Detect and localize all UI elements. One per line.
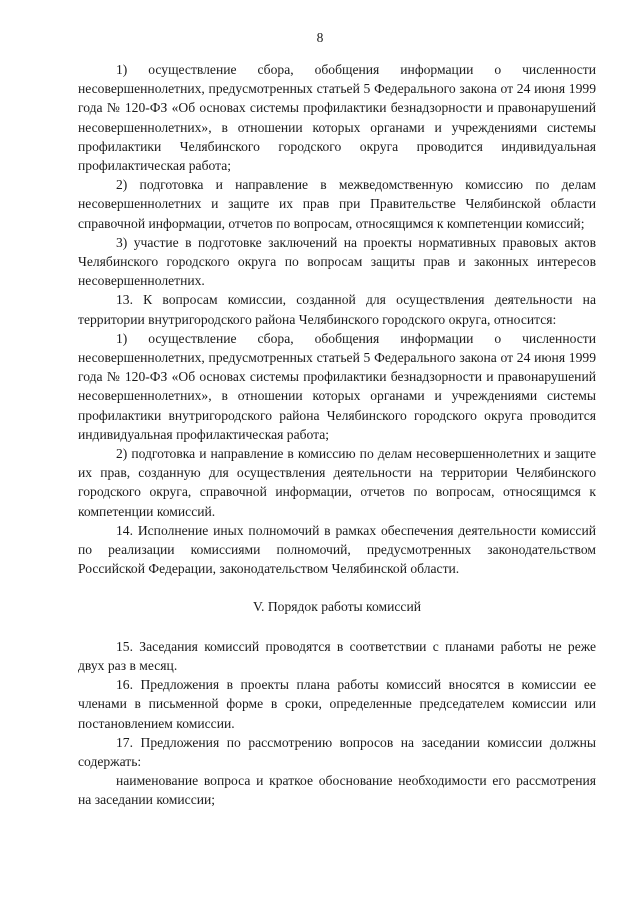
paragraph-12-3: 3) участие в подготовке заключений на проекты нормативных правовых актов Челябинского городского округа по вопросам защиты прав и законных интересов несовершеннолетних. [78, 234, 596, 289]
paragraph-13-1: 1) осуществление сбора, обобщения информации о численности несовершеннолетних, предусмотренных статьей 5 Федерального закона от 24 июня 1999 года № 120-ФЗ «Об основах системы профилактики безнадзорности и правонарушений несовершеннолетних», в отношении которых органами и учреждениями системы профилактики внутригородского района Челябинского городского округа проводится индивидуальная профилактическая работа; [78, 330, 596, 442]
page-number: 8 [316, 30, 324, 45]
paragraph-14: 14. Исполнение иных полномочий в рамках обеспечения деятельности комиссий по реализации комиссиями полномочий, предусмотренных законодательством Российской Федерации, законодательством Челябинской области. [78, 522, 596, 577]
paragraph-16: 16. Предложения в проекты плана работы комиссий вносятся в комиссии ее членами в письменной форме в сроки, определенные председателем комиссии или постановлением комиссии. [78, 677, 596, 731]
paragraph-17: 17. Предложения по рассмотрению вопросов на заседании комиссии должны содержать: [78, 734, 596, 769]
paragraph-15: 15. Заседания комиссий проводятся в соответствии с планами работы не реже двух раз в месяц. [78, 638, 596, 673]
document-body [78, 60, 596, 810]
paragraph-13: 13. К вопросам комиссии, созданной для осуществления деятельности на территории внутригородского района Челябинского городского округа, относится: [78, 292, 596, 327]
paragraph-17-item: наименование вопроса и краткое обоснование необходимости его рассмотрения на заседании комиссии; [78, 773, 596, 808]
paragraph-12-2: 2) подготовка и направление в межведомственную комиссию по делам несовершеннолетних и защите их прав при Правительстве Челябинской области справочной информации, отчетов по вопросам, относящимся к компетенции комиссий; [78, 177, 596, 231]
paragraph-12-1: 1) осуществление сбора, обобщения информации о численности несовершеннолетних, предусмотренных статьей 5 Федерального закона от 24 июня 1999 года № 120-ФЗ «Об основах системы профилактики безнадзорности и правонарушений несовершеннолетних», в отношении которых органами и учреждениями системы профилактики Челябинского городского округа проводится индивидуальная профилактическая работа; [78, 62, 596, 174]
paragraph-13-2: 2) подготовка и направление в комиссию по делам несовершеннолетних и защите их прав, созданную для осуществления деятельности на территории Челябинского городского округа, справочной информации, отчетов по вопросам, относящимся к компетенции комиссий. [78, 446, 596, 519]
section-heading: V. Порядок работы комиссий [252, 599, 422, 615]
